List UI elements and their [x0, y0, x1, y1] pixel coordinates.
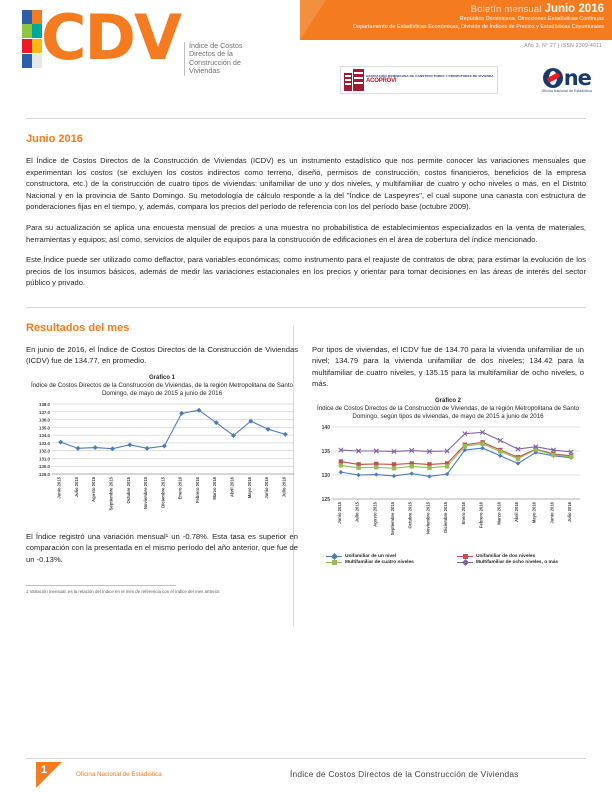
one-caption: Oficina Nacional de Estadística [541, 88, 592, 93]
x-axis-tick-label: Junio 2015 [56, 476, 62, 499]
data-point [339, 463, 343, 467]
x-axis-tick-label: Abril 2016 [514, 501, 519, 522]
x-axis-tick-label: Marzo 2016 [496, 501, 502, 525]
y-axis-tick-label: 135 [321, 448, 330, 455]
data-point [392, 462, 396, 466]
x-axis-tick-label: Marzo 2016 [212, 476, 218, 500]
data-point [463, 444, 467, 448]
legend-label: Unifamiliar de dos niveles [476, 553, 536, 559]
x-axis-tick-label: Octubre 2015 [125, 476, 131, 504]
acoprovi-name: ACOPROVI [366, 78, 397, 85]
y-axis-tick-label: 130 [321, 472, 330, 479]
legend-item [457, 560, 584, 565]
page-number-triangle [36, 762, 62, 788]
chart2-label: Gráfico 2 [434, 397, 461, 404]
x-axis-tick-label: Noviembre 2015 [143, 476, 149, 509]
banner-label: Boletín mensual [470, 4, 542, 15]
y-axis-tick-label: 133.0 [39, 440, 50, 446]
legend-marker-icon [330, 553, 337, 560]
chart2-legend [312, 554, 584, 565]
chart2-title: Índice de Costos Directos de la Construcción de Viviendas, de la región Metropolitana de Santo Domingo, según tipos de viviendas, de mayo de 2015 a junio de 2016 [317, 404, 579, 420]
footnote-block [26, 581, 586, 594]
chart1-svg [26, 400, 298, 518]
data-point [427, 465, 431, 469]
intro-section [0, 133, 612, 289]
acoprovi-description: ASOCIACIÓN DOMINICANA DE CONSTRUCTORES Y PROMOTORES DE VIVIENDA [366, 73, 494, 78]
legend-marker-icon [461, 559, 468, 566]
data-point [145, 446, 150, 451]
x-axis-tick-label: Enero 2016 [177, 476, 183, 500]
x-axis-tick-label: Septiembre 2015 [390, 501, 395, 535]
x-axis-tick-label: Julio 2015 [354, 501, 360, 522]
data-point [93, 445, 98, 450]
legend-swatch-icon [457, 554, 473, 558]
data-point [445, 464, 449, 468]
x-axis-tick-label: Octubre 2015 [407, 501, 413, 529]
legend-item [457, 554, 584, 559]
acoprovi-logo [340, 66, 498, 94]
page-footer [0, 758, 612, 792]
legend-marker-icon [332, 560, 337, 565]
y-axis-tick-label: 131.0 [39, 456, 50, 462]
data-point [480, 445, 484, 449]
data-point [392, 473, 396, 477]
x-axis-tick-label: Febrero 2016 [478, 501, 484, 528]
data-point [410, 464, 414, 468]
logo-subtitle: Índice de Costos Directos de la Construcción de Viviendas [184, 42, 261, 76]
banner-line-2: Departamento de Estadísticas Económicas, División de Índices de Precios y Estadísticas Coyunturales [353, 23, 604, 30]
x-axis-tick-label: Febrero 2016 [194, 476, 200, 503]
chart1-plot [26, 400, 298, 523]
y-axis-tick-label: 138.0 [39, 401, 50, 407]
results-title: Resultados del mes [26, 321, 130, 334]
x-axis-tick-label: Agosto 2015 [91, 476, 97, 502]
banner-line-1: República Dominicana, Direcciones Estadísticas Continuas [459, 16, 604, 22]
data-point [498, 449, 502, 453]
x-axis-tick-label: Junio 2016 [264, 476, 270, 499]
results-left-note: El Índice registró una variación mensual¹ un -0.78%. Esta tasa es superior en comparación con la presentada en el mismo período del año anterior, que fue de un -0.13%. [26, 531, 298, 564]
building-icon [344, 69, 364, 91]
results-right-column [312, 344, 584, 565]
icdv-logo [22, 1, 261, 76]
footer-institution: Oficina Nacional de Estadística [76, 771, 162, 778]
issn-line: Año 3, N° 27 | ISSN 2309-4011 [524, 43, 602, 49]
legend-swatch-icon [326, 560, 342, 564]
x-axis-tick-label: Mayo 2016 [246, 476, 252, 498]
y-axis-tick-label: 136.0 [39, 417, 50, 423]
banner-title-row [300, 3, 604, 16]
x-axis-tick-label: Agosto 2015 [372, 501, 378, 527]
page-number: 1 [41, 764, 48, 776]
data-point [374, 465, 378, 469]
legend-swatch-icon [326, 554, 342, 558]
legend-label: Multifamiliar de ocho niveles, o más [476, 559, 559, 565]
footer-document-title: Índice de Costos Directos de la Construcción de Viviendas [290, 769, 519, 779]
results-columns [26, 344, 586, 565]
logo-wordmark: CDV [41, 1, 180, 74]
banner-month: Junio 2016 [544, 3, 604, 15]
data-point [374, 472, 378, 476]
data-point [392, 466, 396, 470]
y-axis-tick-label: 135.0 [39, 425, 50, 431]
y-axis-tick-label: 137.0 [39, 409, 50, 415]
data-point [569, 454, 573, 458]
intro-title: Junio 2016 [26, 133, 83, 145]
page-header [0, 0, 612, 118]
header-divider [26, 118, 586, 119]
x-axis-tick-label: Diciembre 2015 [160, 476, 166, 508]
data-point [58, 439, 63, 444]
y-axis-tick-label: 134.0 [39, 432, 50, 438]
data-point [516, 456, 520, 460]
header-banner [300, 0, 612, 40]
legend-item [326, 554, 453, 559]
x-axis-tick-label: Junio 2015 [336, 501, 342, 524]
y-axis-tick-label: 130.0 [39, 463, 50, 469]
results-left-paragraph: En junio de 2016, el Índice de Costos Directos de la Construcción de Viviendas (ICDV) fue de 134.77, en promedio. [26, 344, 298, 366]
chart2-plot [312, 423, 584, 550]
x-axis-tick-label: Enero 2016 [460, 501, 466, 524]
results-left-column [26, 344, 298, 565]
x-axis-tick-label: Junio 2016 [549, 501, 555, 524]
x-axis-tick-label: Septiembre 2015 [108, 476, 114, 511]
chart1-label: Gráfico 1 [148, 374, 175, 381]
chart2-svg [312, 423, 584, 545]
data-point [356, 465, 360, 469]
legend-item [326, 560, 453, 565]
data-point [339, 469, 343, 473]
data-point [498, 438, 502, 442]
data-point [75, 446, 80, 451]
one-logo-row [543, 65, 591, 90]
legend-label: Unifamiliar de un nivel [345, 553, 397, 559]
intro-paragraph-3: Este Índice puede ser utilizado como deflactor, para variables económicas; como instrumento para el reajuste de contratos de obra; para estimar la evolución de los precios de los insumos básicos, además de medir las variaciones estacionales en los precios y orientar para tomar decisiones en las áreas de interés del sector público y privado. [26, 255, 586, 288]
x-axis-tick-label: Julio 2016 [281, 476, 287, 498]
intro-paragraph-1: El Índice de Costos Directos de la Construcción de Viviendas (ICDV) es un instrumento estadístico que nos permite conocer las variaciones mensuales que experimentan los costos (se excluyen los costos indirectos como terreno, diseño, permisos de construcción, costos financieros, beneficios de la empresa constructora, etc.) de la construcción de cuatro tipos de viviendas: unifamiliar de uno y dos niveles, y multifamiliar de cuatro y ocho niveles o más, en el Distrito Nacional y en la provincia de Santo Domingo. Su metodología de cálculo responde a la del "Índice de Laspeyres", el cual supone una canasta con estructura de ponderaciones fijas en el tiempo, y, además, compara los precios del período de referencia con los del período base (octubre 2009). [26, 156, 586, 212]
y-axis-tick-label: 132.0 [39, 448, 50, 454]
x-axis-tick-label: Noviembre 2015 [425, 501, 431, 534]
footnote-rule [26, 585, 176, 586]
y-axis-tick-label: 125 [321, 496, 330, 503]
intro-paragraph-2: Para su actualización se aplica una encuesta mensual de precios a una muestra no probabilística de establecimientos especializados en la venta de materiales, herramientas y equipos; así como, servicios de alquiler de equipos para la construcción de edificaciones en el área de cobertura del índice mencionado. [26, 222, 586, 244]
chart1-title: Índice de Costos Directos de la Construcción de Viviendas, de la región Metropolitana de Santo Domingo, de mayo de 2015 a junio de 2016 [31, 381, 293, 397]
x-axis-tick-label: Mayo 2016 [531, 501, 537, 523]
x-axis-tick-label: Diciembre 2015 [443, 501, 449, 533]
one-logo [541, 65, 592, 93]
data-point [283, 432, 288, 437]
data-point [551, 452, 555, 456]
y-axis-tick-label: 129.0 [39, 471, 50, 477]
data-point [356, 472, 360, 476]
x-axis-tick-label: Julio 2015 [73, 476, 79, 498]
x-axis-tick-label: Julio 2016 [567, 501, 573, 522]
legend-swatch-icon [457, 560, 473, 564]
footnote-text: 1 Variación mensual: es la relación del índice en el mes de referencia con el índice del mes anterior. [26, 588, 221, 594]
acoprovi-text [366, 75, 494, 86]
footer-divider [26, 758, 586, 759]
results-right-paragraph: Por tipos de viviendas, el ICDV fue de 134.70 para la vivienda unifamiliar de un nivel; 134.79 para la vivienda unifamiliar de dos niveles; 134.42 para la multifamiliar de cuatro niveles, y 135.15 para la multifamiliar de ocho niveles, o más. [312, 344, 584, 389]
data-point [162, 443, 167, 448]
one-wordmark: ne [563, 65, 591, 90]
x-axis-tick-label: Abril 2016 [229, 476, 235, 497]
logo-dots-icon [22, 10, 42, 68]
data-point [339, 459, 343, 463]
partner-logos [340, 66, 592, 94]
data-point [480, 441, 484, 445]
one-circle-icon [543, 68, 563, 88]
results-divider [26, 307, 586, 308]
results-section [0, 322, 612, 565]
legend-label: Multifamiliar de cuatro niveles [345, 559, 414, 565]
y-axis-tick-label: 140 [321, 424, 330, 431]
data-point [498, 453, 502, 457]
